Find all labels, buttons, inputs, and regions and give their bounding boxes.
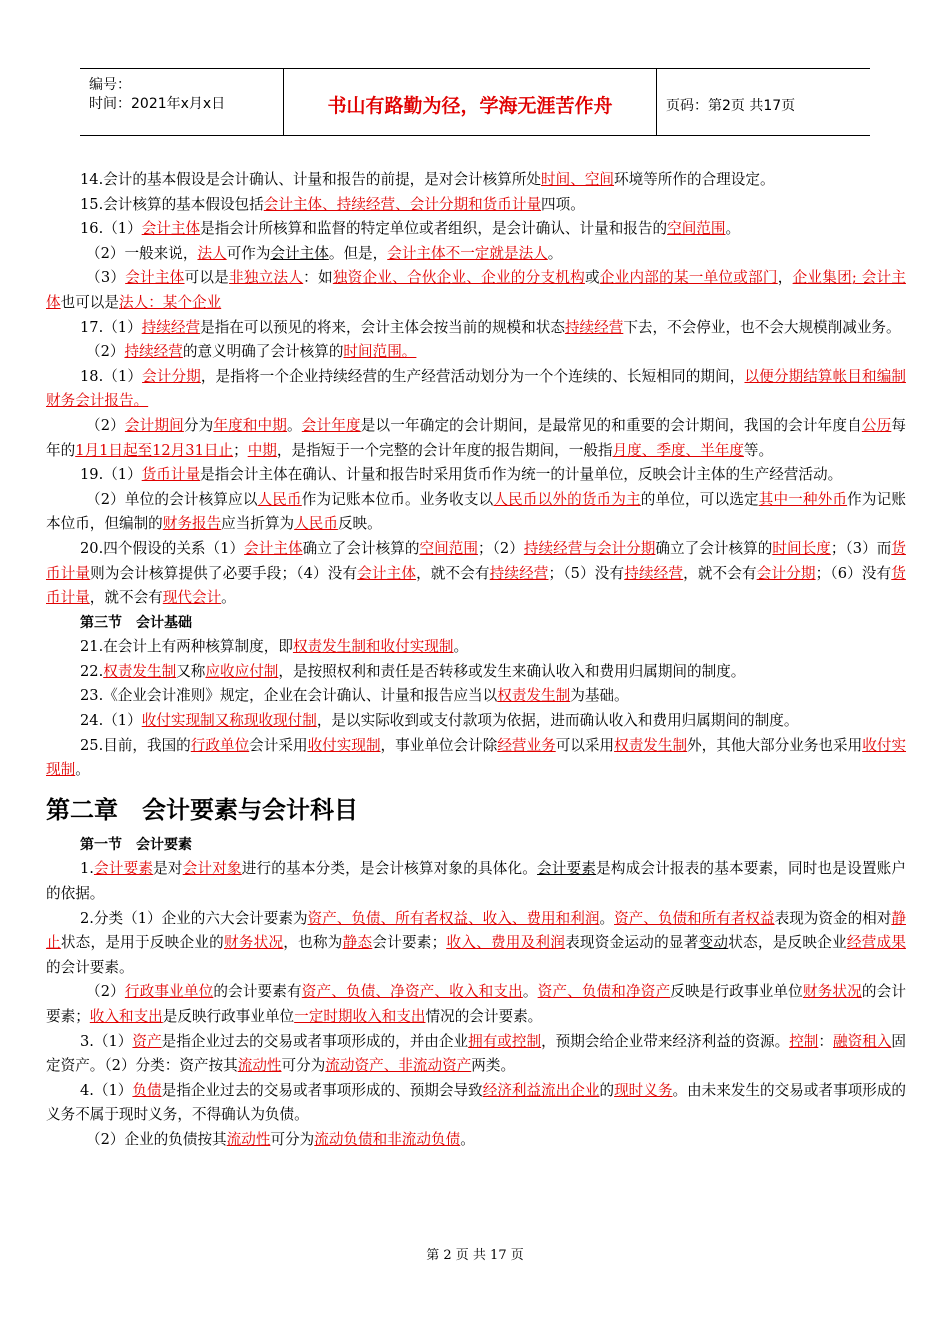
highlighted-term: 一定时期收入和支出 [294, 1008, 426, 1025]
text-run: 24.（1） [80, 712, 142, 730]
highlighted-term: 持续经营 [124, 343, 183, 361]
highlighted-term: 经营成果 [846, 934, 906, 952]
text-run: 应当折算为 [221, 515, 295, 533]
underlined-term: 变动 [698, 934, 729, 952]
highlighted-term: 行政单位 [190, 736, 250, 754]
text-run: 14.会计的基本假设是会计确认、计量和报告的前提，是对会计核算所处 [80, 171, 542, 188]
text-run: 21.在会计上有两种核算制度，即 [80, 638, 293, 656]
highlighted-term: 货币计量 [46, 539, 906, 582]
text-run: ，是指短于一个完整的会计年度的报告期间，一般指 [276, 441, 613, 459]
text-run: 可作为 [226, 244, 271, 262]
chapter-heading: 第二章 会计要素与会计科目 [46, 795, 358, 824]
text-run: 22. [80, 662, 104, 680]
text-run: 3.（1） [80, 1032, 133, 1050]
highlighted-term: 以便分期结算帐目和编制财务会计报告。 [46, 367, 906, 410]
paragraph [46, 734, 906, 783]
text-run: 是以一年确定的会计期间，是最常见的和重要的会计期间，我国的会计年度自 [360, 416, 862, 434]
paragraph [46, 709, 906, 734]
highlighted-term: 空间范围 [667, 220, 726, 238]
highlighted-term: 财务状况 [802, 983, 862, 1001]
highlighted-term: 财务状况 [223, 934, 284, 952]
text-run: 下去，不会停业，也不会大规模削减业务。 [623, 318, 901, 336]
highlighted-term: 时间、空间 [541, 171, 615, 188]
text-run: 23.《企业会计准则》规定，企业在会计确认、计量和报告应当以 [80, 687, 498, 705]
text-run: 。由未来发生的交易或者事项形成的义务不属于现时义务，不得确认为负债。 [46, 1081, 906, 1124]
text-run: ；（2） [477, 539, 524, 557]
highlighted-term: 企业集团; 会计主体 [46, 269, 906, 311]
text-run: 18.（1） [80, 367, 143, 385]
header-left-cell [80, 69, 284, 135]
time-label: 时间：2021年x月x日 [89, 96, 226, 112]
text-run: （2）企业的负债按其 [86, 1130, 227, 1148]
text-run: 确立了会计核算的 [302, 539, 420, 557]
highlighted-term: 收入、费用及利润 [446, 934, 566, 952]
text-run: 是指会计主体在确认、计量和报告时采用货币作为统一的计量单位，反映会计主体的生产经营活动。 [200, 466, 843, 484]
text-run: （2）一般来说， [86, 244, 198, 262]
text-run: 是指企业过去的交易或者事项形成的、预期会导致 [161, 1081, 483, 1099]
text-run: ，就不会有 [416, 564, 490, 582]
highlighted-term: 权责发生制 [103, 662, 177, 680]
text-run: 。 [522, 983, 538, 1001]
highlighted-term: 静止 [46, 909, 906, 952]
highlighted-term: 应收应付制 [205, 662, 279, 680]
highlighted-term: 会计期间 [124, 416, 184, 434]
paragraph [46, 266, 906, 315]
text-run: 可以是 [184, 269, 230, 287]
text-run: 等。 [743, 441, 774, 459]
document-body [46, 168, 906, 1153]
text-run: ：如 [303, 269, 333, 287]
text-run: 4.（1） [80, 1081, 133, 1099]
highlighted-term: 其中一种外币 [758, 490, 848, 508]
paragraph [46, 857, 906, 906]
highlighted-term: 中期 [247, 441, 277, 459]
text-run: 的会计要素； [46, 983, 906, 1025]
text-run: 是反映行政事业单位 [162, 1008, 295, 1025]
highlighted-term: 会计分期 [142, 367, 201, 385]
highlighted-term: 会计主体 [125, 269, 185, 287]
text-run: 。 [460, 1130, 475, 1148]
text-run: ： [818, 1032, 833, 1050]
text-run: 是指会计所核算和监督的特定单位或者组织，是会计确认、计量和报告的 [200, 220, 668, 238]
text-run: 1. [80, 860, 94, 878]
text-run: 为基础。 [570, 687, 629, 705]
paragraph [46, 537, 906, 611]
text-run: （2） [86, 983, 125, 1001]
text-run: 是指在可以预见的将来，会计主体会按当前的规模和状态 [200, 318, 565, 336]
highlighted-term: 时间范围。 [343, 343, 417, 361]
text-run: 作为记账本位币，但编制的 [46, 490, 906, 533]
paragraph [46, 1030, 906, 1079]
paragraph [46, 242, 906, 267]
highlighted-term: 独资企业、合伙企业、企业的分支机构 [332, 269, 585, 287]
highlighted-term: 会计对象 [182, 860, 242, 878]
text-run: ，是按照权利和责任是否转移或发生来确认收入和费用归属期间的制度。 [278, 662, 746, 680]
text-run: 。 [221, 589, 236, 607]
text-run: 也可以是 [60, 293, 119, 311]
highlighted-term: 流动资产、非流动资产 [325, 1057, 472, 1075]
text-run: 作为记账本位币。业务收支以 [301, 490, 494, 508]
section-heading: 第一节 会计要素 [80, 836, 192, 853]
paragraph [46, 1128, 906, 1153]
text-run: （3） [86, 269, 126, 287]
text-run: 。 [547, 244, 563, 262]
highlighted-term: 人民币 [294, 515, 338, 533]
highlighted-term: 静态 [342, 934, 373, 952]
paragraph [46, 217, 906, 242]
paragraph [46, 340, 906, 365]
text-run: 外，其他大部分业务也采用 [687, 736, 863, 754]
highlighted-term: 资产、负债、所有者权益、收入、费用和利润 [307, 909, 600, 927]
text-run: 表现为资金的相对 [774, 909, 892, 927]
highlighted-term: 会计主体 [244, 539, 303, 557]
paragraph [46, 660, 906, 685]
text-run: 的会计要素有 [213, 983, 302, 1001]
highlighted-term: 权责发生制 [614, 736, 688, 754]
text-run: 状态，是用于反映企业的 [60, 934, 224, 952]
text-run: 25.目前，我国的 [80, 736, 191, 754]
highlighted-term: 资产 [132, 1032, 162, 1050]
text-run: 进行的基本分类，是会计核算对象的具体化。 [241, 860, 538, 878]
text-run: 。 [75, 761, 90, 779]
highlighted-term: 法人 [197, 244, 227, 262]
highlighted-term: 人民币以外的货币为主 [493, 490, 641, 508]
text-run: 是构成会计报表的基本要素，同时也是设置账户的依据。 [46, 860, 906, 903]
highlighted-term: 持续经营 [624, 564, 684, 582]
text-run: 会计要素； [372, 934, 447, 952]
highlighted-term: 持续经营 [489, 564, 549, 582]
highlighted-term: 时间长度 [772, 539, 831, 557]
highlighted-term: 资产、负债、净资产、收入和支出 [301, 983, 523, 1001]
highlighted-term: 会计分期 [756, 564, 816, 582]
text-run: （2） [86, 343, 125, 361]
highlighted-term: 会计要素 [93, 860, 154, 878]
text-run: ，就不会有 [683, 564, 757, 582]
text-run: 的会计要素。 [46, 958, 134, 976]
text-run: （2）单位的会计核算应以 [86, 490, 258, 508]
text-run: 15.会计核算的基本假设包括 [80, 195, 264, 213]
highlighted-term: 会计主体、持续经营、会计分期和货币计量 [263, 195, 542, 213]
paragraph [46, 414, 906, 463]
text-run: 2.分类（1）企业的六大会计要素为 [80, 909, 308, 927]
underlined-term: 会计要素 [537, 860, 597, 878]
text-run: 的意义明确了会计核算的 [182, 343, 344, 361]
highlighted-term: 会计主体 [357, 564, 417, 582]
text-run: 是对 [153, 860, 183, 878]
text-run: 。 [725, 220, 741, 238]
highlighted-term: 行政事业单位 [124, 983, 214, 1001]
text-run: 16.（1） [80, 220, 142, 238]
paragraph [46, 980, 906, 1029]
text-run: ；（6）没有 [815, 564, 892, 582]
code-label: 编号： [89, 77, 131, 93]
highlighted-term: 流动性 [237, 1057, 282, 1075]
section-heading: 第三节 会计基础 [80, 614, 192, 631]
text-run: ，预期会给企业带来经济利益的资源。 [541, 1032, 790, 1050]
highlighted-term: 权责发生制和收付实现制 [292, 638, 454, 656]
text-run: ，事业单位会计除 [380, 736, 498, 754]
text-run: ； [233, 441, 248, 459]
highlighted-term: 空间范围 [419, 539, 478, 557]
paragraph [46, 365, 906, 414]
text-run: ；（3）而 [830, 539, 892, 557]
highlighted-term: 持续经营与会计分期 [523, 539, 656, 557]
text-run: 19.（1） [80, 466, 142, 484]
highlighted-term: 经济利益流出企业 [482, 1081, 600, 1099]
highlighted-term: 1月1日起至12月31日止 [75, 441, 234, 459]
highlighted-term: 会计年度 [301, 416, 361, 434]
highlighted-term: 财务报告 [162, 515, 222, 533]
highlighted-term: 公历 [861, 416, 892, 434]
paragraph [46, 684, 906, 709]
highlighted-term: 收入和支出 [89, 1008, 163, 1025]
highlighted-term: 收付实现制 [46, 736, 907, 779]
highlighted-term: 融资租入 [833, 1032, 892, 1050]
text-run: 会计采用 [249, 736, 308, 754]
highlighted-term: 货币计量 [46, 564, 906, 607]
highlighted-term: 年度和中期 [213, 416, 288, 434]
text-run: （2） [86, 416, 125, 434]
text-run: 情况的会计要素。 [425, 1008, 543, 1025]
highlighted-term: 权责发生制 [497, 687, 571, 705]
highlighted-term: 流动性 [226, 1130, 271, 1148]
text-run: ；（5）没有 [548, 564, 625, 582]
paragraph [46, 1079, 906, 1128]
highlighted-term: 现时义务 [614, 1081, 673, 1099]
highlighted-term: 现代会计 [162, 589, 222, 607]
paragraph [46, 168, 906, 193]
text-run: 。 [453, 638, 469, 656]
paragraph [46, 635, 906, 660]
document-header [80, 68, 870, 136]
highlighted-term: 资产、负债和所有者权益 [614, 909, 775, 927]
paragraph [46, 316, 906, 341]
text-run: 的单位，可以选定 [640, 490, 759, 508]
highlighted-term: 资产、负债和净资产 [537, 983, 671, 1001]
text-run: 表现资金运动的显著 [565, 934, 699, 952]
header-right-cell [657, 69, 870, 135]
text-run: 反映是行政事业单位 [670, 983, 803, 1001]
highlighted-term: 收付实现制又称现收现付制 [141, 712, 317, 730]
text-run: 。 [599, 909, 615, 927]
text-run: 则为会计核算提供了必要手段；（4）没有 [90, 564, 358, 582]
text-run: ，是指将一个企业持续经营的生产经营活动划分为一个个连续的、长短相同的期间， [200, 367, 745, 385]
text-run: ，是以实际收到或支付款项为依据，进而确认收入和费用归属期间的制度。 [316, 712, 799, 730]
highlighted-term: 经营业务 [497, 736, 556, 754]
highlighted-term: 企业内部的某一单位或部门 [599, 269, 778, 287]
text-run: 。但是， [328, 244, 388, 262]
highlighted-term: 流动负债和非流动负债 [314, 1130, 461, 1148]
text-run: 每年的 [46, 416, 906, 459]
highlighted-term: 会计主体 [141, 220, 201, 238]
paragraph [46, 907, 906, 981]
paragraph [46, 488, 906, 537]
text-run: 可以采用 [555, 736, 615, 754]
page-footer: 第 2 页 共 17 页 [426, 1248, 524, 1263]
highlighted-term: 负债 [132, 1081, 162, 1099]
highlighted-term: 会计主体不一定就是法人 [387, 244, 548, 262]
highlighted-term: 持续经营 [141, 318, 201, 336]
highlighted-term: 货币计量 [141, 466, 201, 484]
text-run: 确立了会计核算的 [655, 539, 773, 557]
text-run: 是指企业过去的交易或者事项形成的，并由企业 [161, 1032, 469, 1050]
text-run: 17.（1） [80, 318, 142, 336]
motto: 书山有路勤为径，学海无涯苦作舟 [327, 95, 613, 117]
text-run: 20.四个假设的关系（1） [80, 539, 245, 557]
text-run: 分为 [183, 416, 214, 434]
highlighted-term: 控制 [789, 1032, 819, 1050]
text-run: 又称 [176, 662, 206, 680]
page-label: 页码：第2页 共17页 [666, 98, 796, 114]
text-run: 两类。 [471, 1057, 516, 1075]
highlighted-term: 非独立法人 [229, 269, 304, 287]
text-run: ， [777, 269, 793, 287]
text-run: 。 [287, 416, 302, 434]
text-run: 反映。 [337, 515, 382, 533]
highlighted-term: 持续经营 [564, 318, 624, 336]
highlighted-term: 法人：某个企业 [119, 293, 222, 311]
highlighted-term: 月度、季度、半年度 [612, 441, 744, 459]
text-run: ，就不会有 [89, 589, 163, 607]
text-run: 可分为 [270, 1130, 315, 1148]
text-run: 四项。 [541, 195, 585, 213]
highlighted-term: 人民币 [257, 490, 302, 508]
text-run: ，也称为 [283, 934, 343, 952]
highlighted-term: 拥有或控制 [468, 1032, 542, 1050]
text-run: 固定资产。（2）分类：资产按其 [46, 1032, 906, 1075]
paragraph [46, 193, 906, 218]
header-center-cell [284, 69, 657, 135]
text-run: 或 [584, 269, 600, 287]
paragraph [46, 463, 906, 488]
highlighted-term: 收付实现制 [307, 736, 381, 754]
text-run: 环境等所作的合理设定。 [614, 171, 775, 188]
text-run: 的 [599, 1081, 615, 1099]
underlined-term: 会计主体 [270, 244, 329, 262]
text-run: 可分为 [281, 1057, 326, 1075]
text-run: 状态，是反映企业 [728, 934, 847, 952]
